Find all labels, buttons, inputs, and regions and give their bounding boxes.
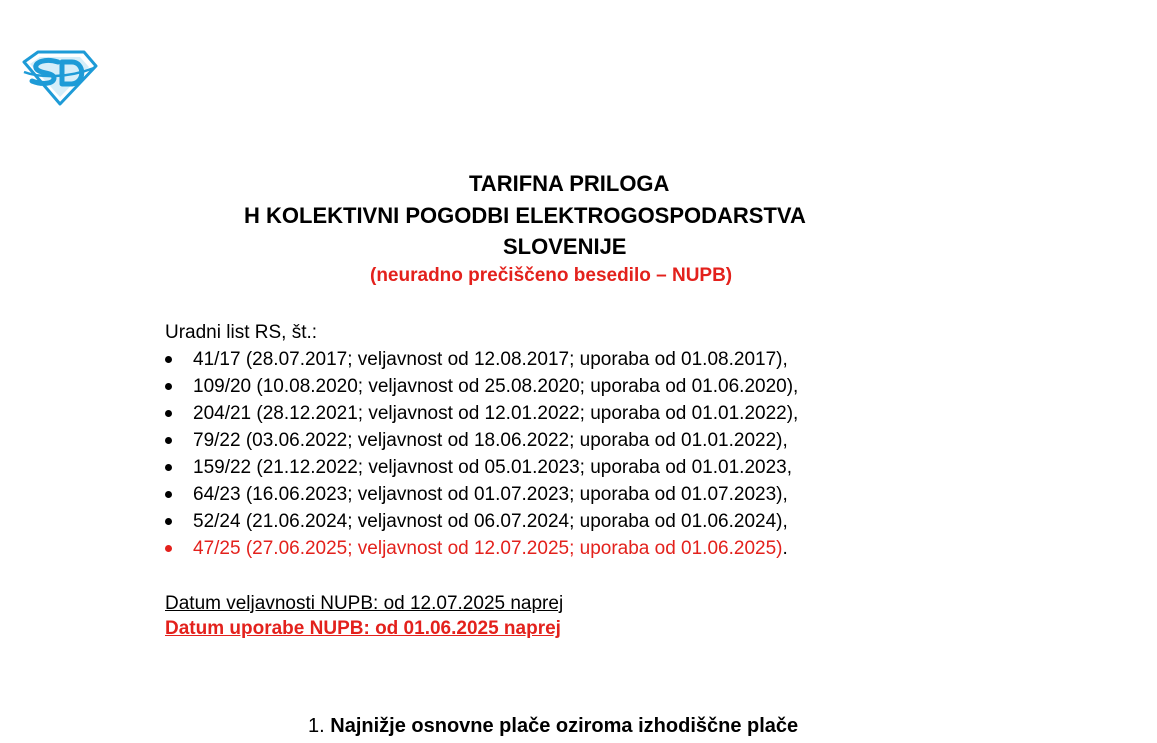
bullet-icon (165, 545, 172, 552)
gazette-entry (165, 400, 798, 427)
bullet-icon (165, 356, 172, 363)
gazette-entry (165, 346, 798, 373)
gazette-entry-latest (165, 535, 798, 562)
gazette-entry-text: 41/17 (28.07.2017; veljavnost od 12.08.2017; uporaba od 01.08.2017), (193, 349, 788, 370)
gazette-entry (165, 508, 798, 535)
gazette-entry (165, 481, 798, 508)
gazette-entry (165, 454, 798, 481)
gazette-references (165, 319, 798, 562)
document-subtitle: (neuradno prečiščeno besedilo – NUPB) (370, 265, 733, 286)
gazette-entry-text: 79/22 (03.06.2022; veljavnost od 18.06.2022; uporaba od 01.01.2022), (193, 430, 788, 451)
gazette-entry-latest-suffix: . (782, 538, 788, 559)
company-logo-icon (20, 48, 98, 106)
section-title: Najnižje osnovne plače oziroma izhodiščne plače (330, 715, 799, 737)
gazette-entry (165, 427, 798, 454)
gazette-entry-latest-text: 47/25 (27.06.2025; veljavnost od 12.07.2025; uporaba od 01.06.2025) (193, 538, 783, 559)
gazette-entry-text: 109/20 (10.08.2020; veljavnost od 25.08.2020; uporaba od 01.06.2020), (193, 376, 799, 397)
gazette-entry-text: 204/21 (28.12.2021; veljavnost od 12.01.2022; uporaba od 01.01.2022), (193, 403, 799, 424)
validity-date: Datum veljavnosti NUPB: od 12.07.2025 naprej (165, 593, 564, 614)
gazette-entry-text: 52/24 (21.06.2024; veljavnost od 06.07.2024; uporaba od 01.06.2024), (193, 511, 788, 532)
gazette-entry-text: 159/22 (21.12.2022; veljavnost od 05.01.2023; uporaba od 01.01.2023, (193, 457, 792, 478)
bullet-icon (165, 491, 172, 498)
gazette-list (165, 346, 798, 562)
bullet-icon (165, 437, 172, 444)
gazette-entry-text: 64/23 (16.06.2023; veljavnost od 01.07.2023; uporaba od 01.07.2023), (193, 484, 788, 505)
bullet-icon (165, 518, 172, 525)
bullet-icon (165, 464, 172, 471)
gazette-entry (165, 373, 798, 400)
nupb-dates (165, 591, 563, 641)
section-heading (308, 712, 798, 740)
bullet-icon (165, 410, 172, 417)
gazette-heading: Uradni list RS, št.: (165, 322, 318, 343)
document-title-line-1: TARIFNA PRILOGA (469, 171, 670, 196)
application-date: Datum uporabe NUPB: od 01.06.2025 naprej (165, 618, 561, 639)
document-title-line-2: H KOLEKTIVNI POGODBI ELEKTROGOSPODARSTVA (244, 203, 806, 228)
section-number: 1. (308, 715, 325, 737)
document-title-line-3: SLOVENIJE (503, 234, 627, 259)
bullet-icon (165, 383, 172, 390)
